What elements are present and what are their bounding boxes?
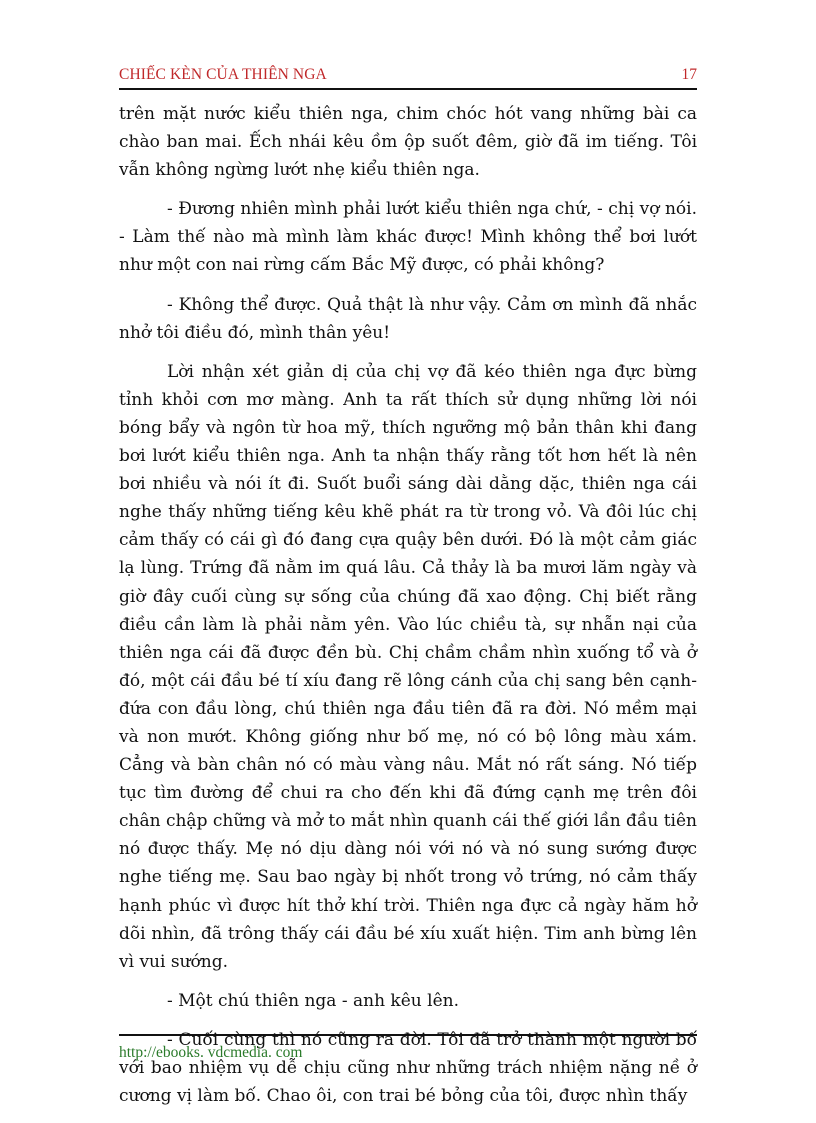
page-body (119, 100, 697, 1121)
book-title: CHIẾC KÈN CỦA THIÊN NGA (119, 66, 327, 83)
paragraph-dialogue-wife: - Đương nhiên mình phải lướt kiểu thiên nga chứ, - chị vợ nói. - Làm thế nào mà mình làm khác được! Mình không thể bơi lướt như một con nai rừng cấm Bắc Mỹ được, có phải không? (119, 199, 697, 276)
paragraph-exclamation: - Một chú thiên nga - anh kêu lên. (167, 990, 459, 1011)
source-link[interactable]: http://ebooks. vdcmedia. com (119, 1044, 303, 1061)
page-header (119, 64, 697, 90)
paragraph-dialogue-husband: - Không thể được. Quả thật là như vậy. Cảm ơn mình đã nhắc nhở tôi điều đó, mình thân yêu! (119, 294, 697, 343)
paragraph-continuation: trên mặt nước kiểu thiên nga, chim chóc hót vang những bài ca chào ban mai. Ếch nhái kêu ồm ộp suốt đêm, giờ đã im tiếng. Tôi vẫn không ngừng lướt nhẹ kiểu thiên nga. (119, 104, 697, 181)
page-number: 17 (681, 66, 697, 83)
page-footer (119, 1034, 697, 1061)
paragraph-narration: Lời nhận xét giản dị của chị vợ đã kéo thiên nga đực bừng tỉnh khỏi cơn mơ màng. Anh ta rất thích sử dụng những lời nói bóng bẩy và ngôn từ hoa mỹ, thích ngưỡng mộ bản thân khi đang bơi lướt kiểu thiên nga. Anh ta nhận thấy rằng tốt hơn hết là nên bơi nhiều và nói ít đi. Suốt buổi sáng dài dằng dặc, thiên nga cái nghe thấy những tiếng kêu khẽ phát ra từ trong vỏ. Và đôi lúc chị cảm thấy có cái gì đó đang cựa quậy bên dưới. Đó là một cảm giác lạ lùng. Trứng đã nằm im quá lâu. Cả thảy là ba mươi lăm ngày và giờ đây cuối cùng sự sống của chúng đã xao động. Chị biết rằng điều cần làm là phải nằm yên. Vào lúc chiều tà, sự nhẫn nại của thiên nga cái đã được đền bù. Chị chầm chầm nhìn xuống tổ và ở đó, một cái đầu bé tí xíu đang rẽ lông cánh của chị sang bên cạnh- đứa con đầu lòng, chú thiên nga đầu tiên đã ra đời. Nó mềm mại và non mướt. Không giống như bố mẹ, nó có bộ lông màu xám. Cẳng và bàn chân nó có màu vàng nâu. Mắt nó rất sáng. Nó tiếp tục tìm đường để chui ra cho đến khi đã đứng cạnh mẹ trên đôi chân chập chững và mở to mắt nhìn quanh cái thế giới lần đầu tiên nó được thấy. Mẹ nó dịu dàng nói với nó và nó sung sướng được nghe tiếng mẹ. Sau bao ngày bị nhốt trong vỏ trứng, nó cảm thấy hạnh phúc vì được hít thở khí trời. Thiên nga đực cả ngày hăm hở dõi nhìn, đã trông thấy cái đầu bé xíu xuất hiện. Tim anh bừng lên vì vui sướng. (119, 361, 697, 972)
paragraph-father-speech: - Cuối cùng thì nó cũng ra đời. Tôi đã trở thành một người bố với bao nhiệm vụ dễ chịu cũng như những trách nhiệm nặng nề ở cương vị làm bố. Chao ôi, con trai bé bỏng của tôi, được nhìn thấy (119, 1029, 697, 1107)
